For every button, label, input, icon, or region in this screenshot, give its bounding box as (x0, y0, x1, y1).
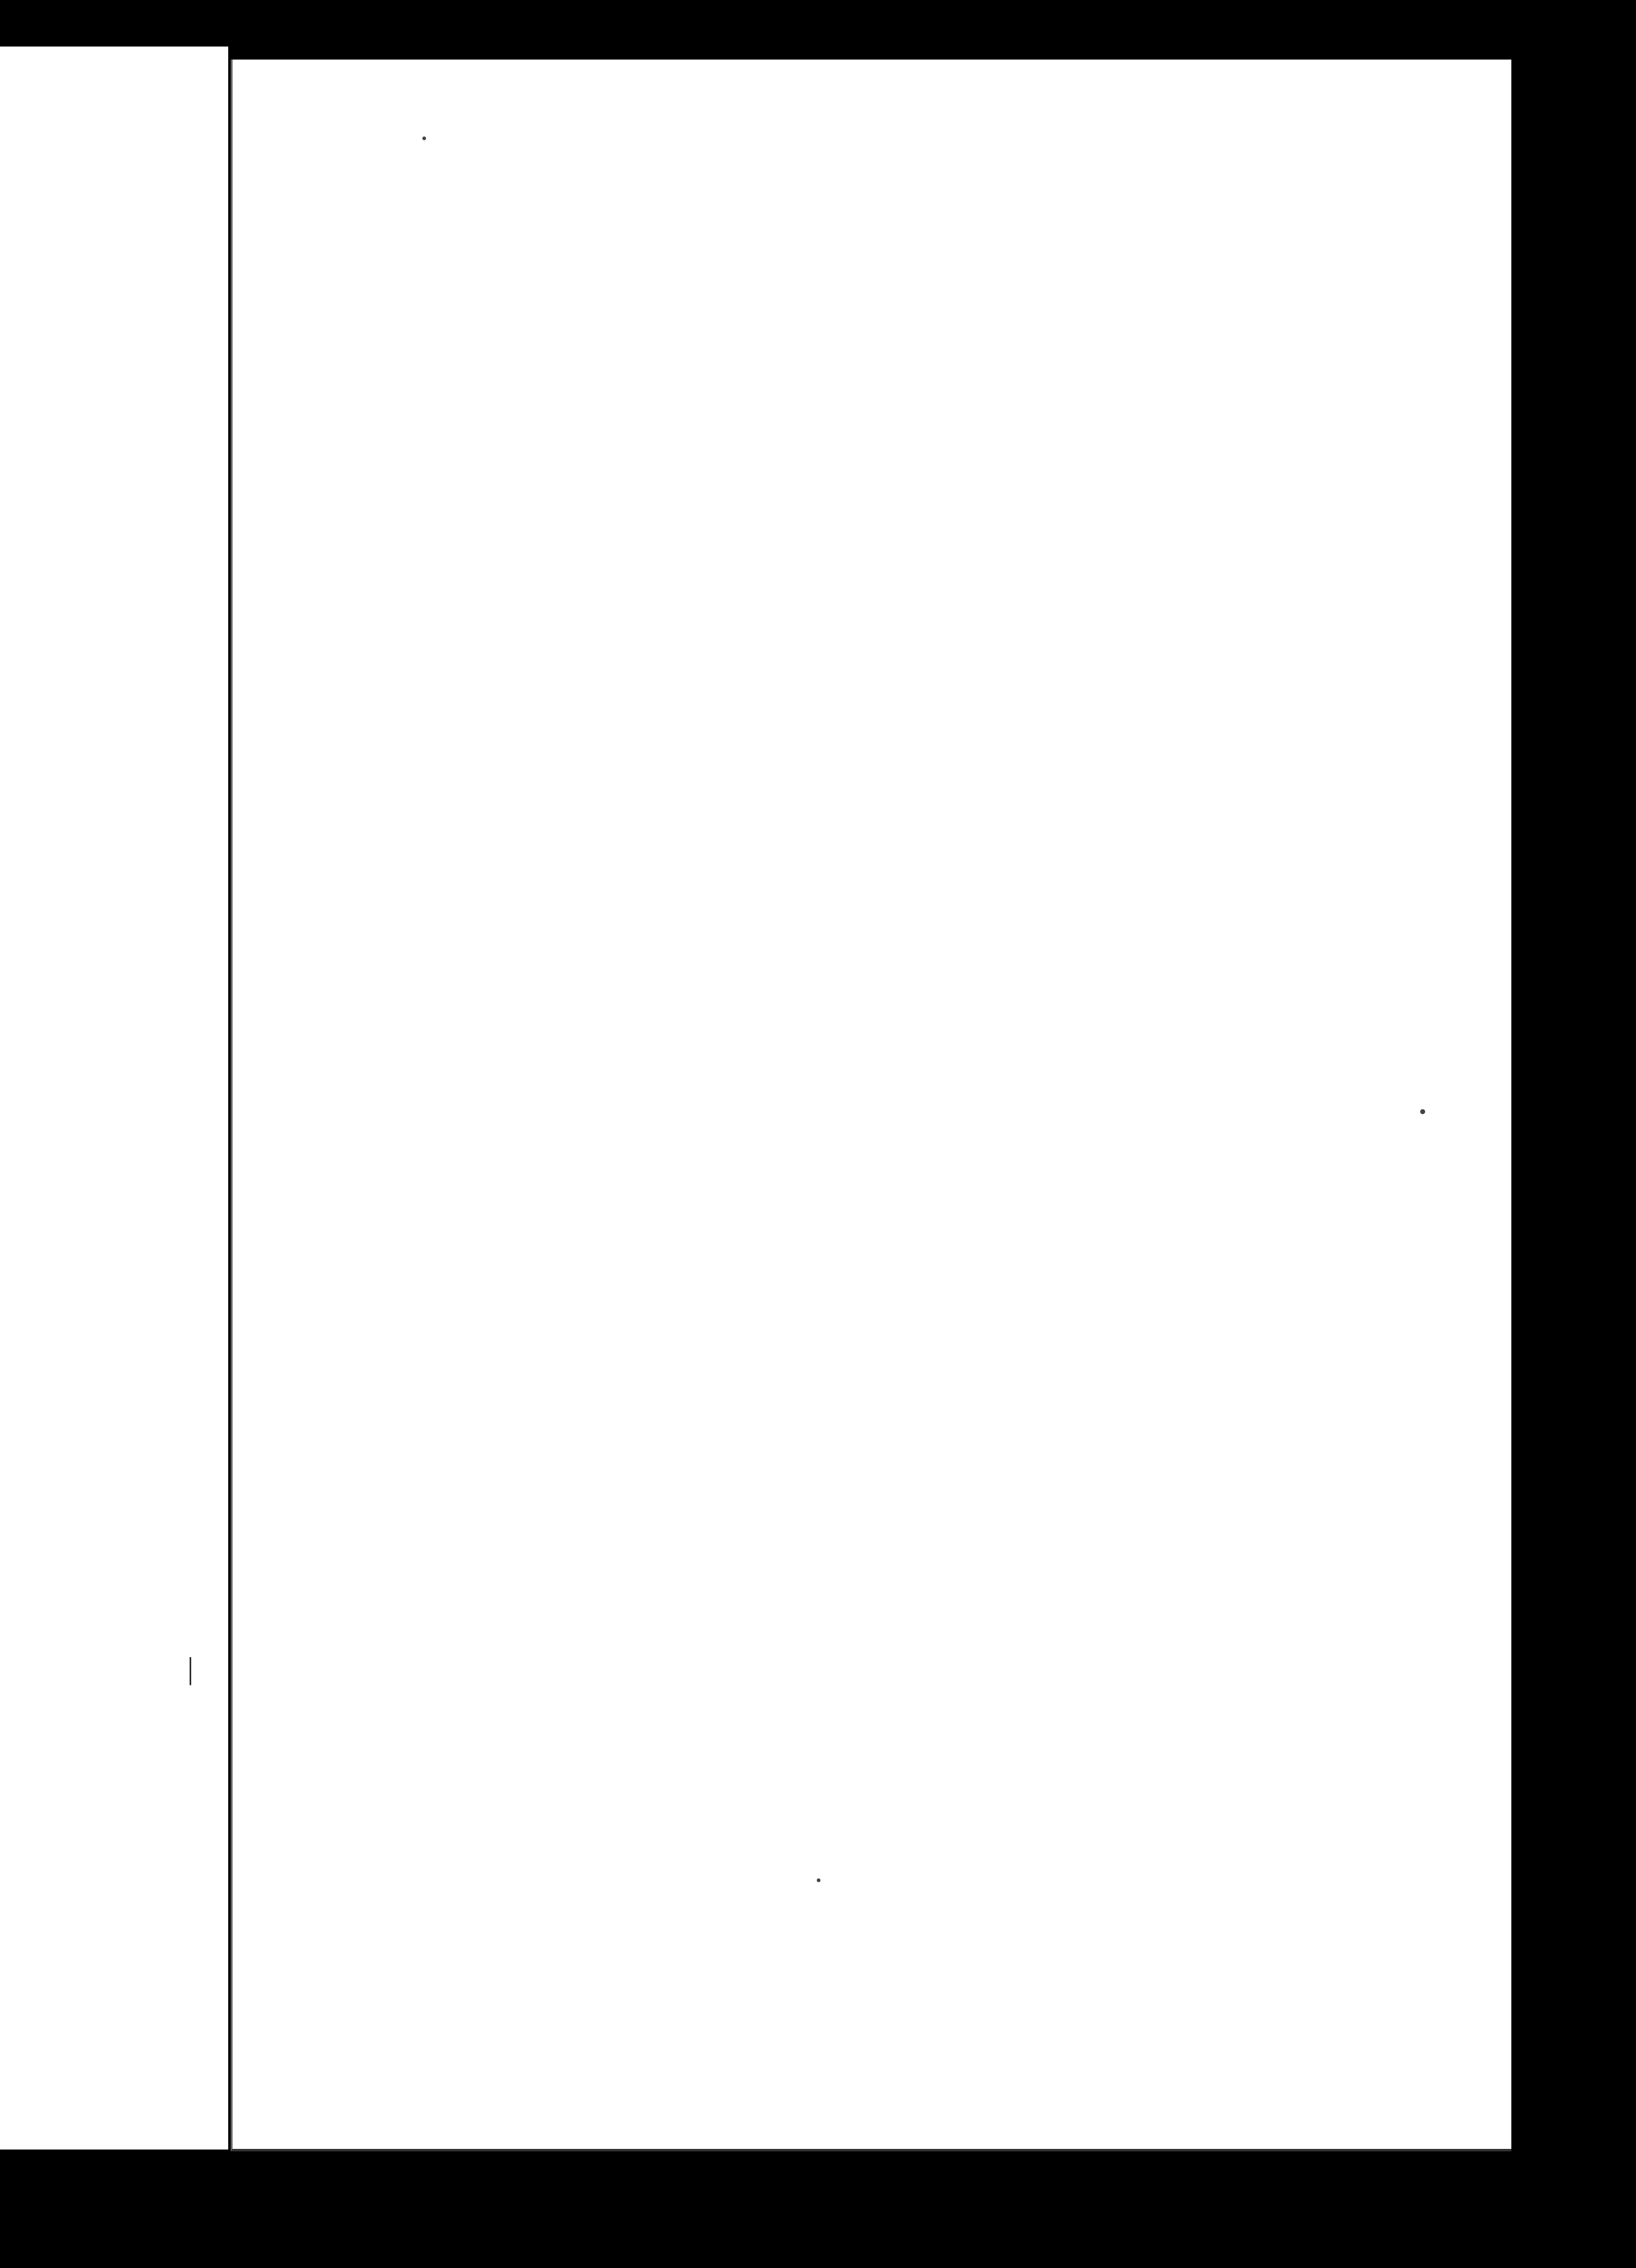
speck (422, 136, 426, 140)
gutter-mark-bottom-left: | (187, 1651, 194, 1685)
document-page (231, 60, 1511, 2151)
speck (817, 1878, 820, 1882)
previous-page-strip (0, 47, 228, 2150)
speck (1420, 1109, 1425, 1114)
